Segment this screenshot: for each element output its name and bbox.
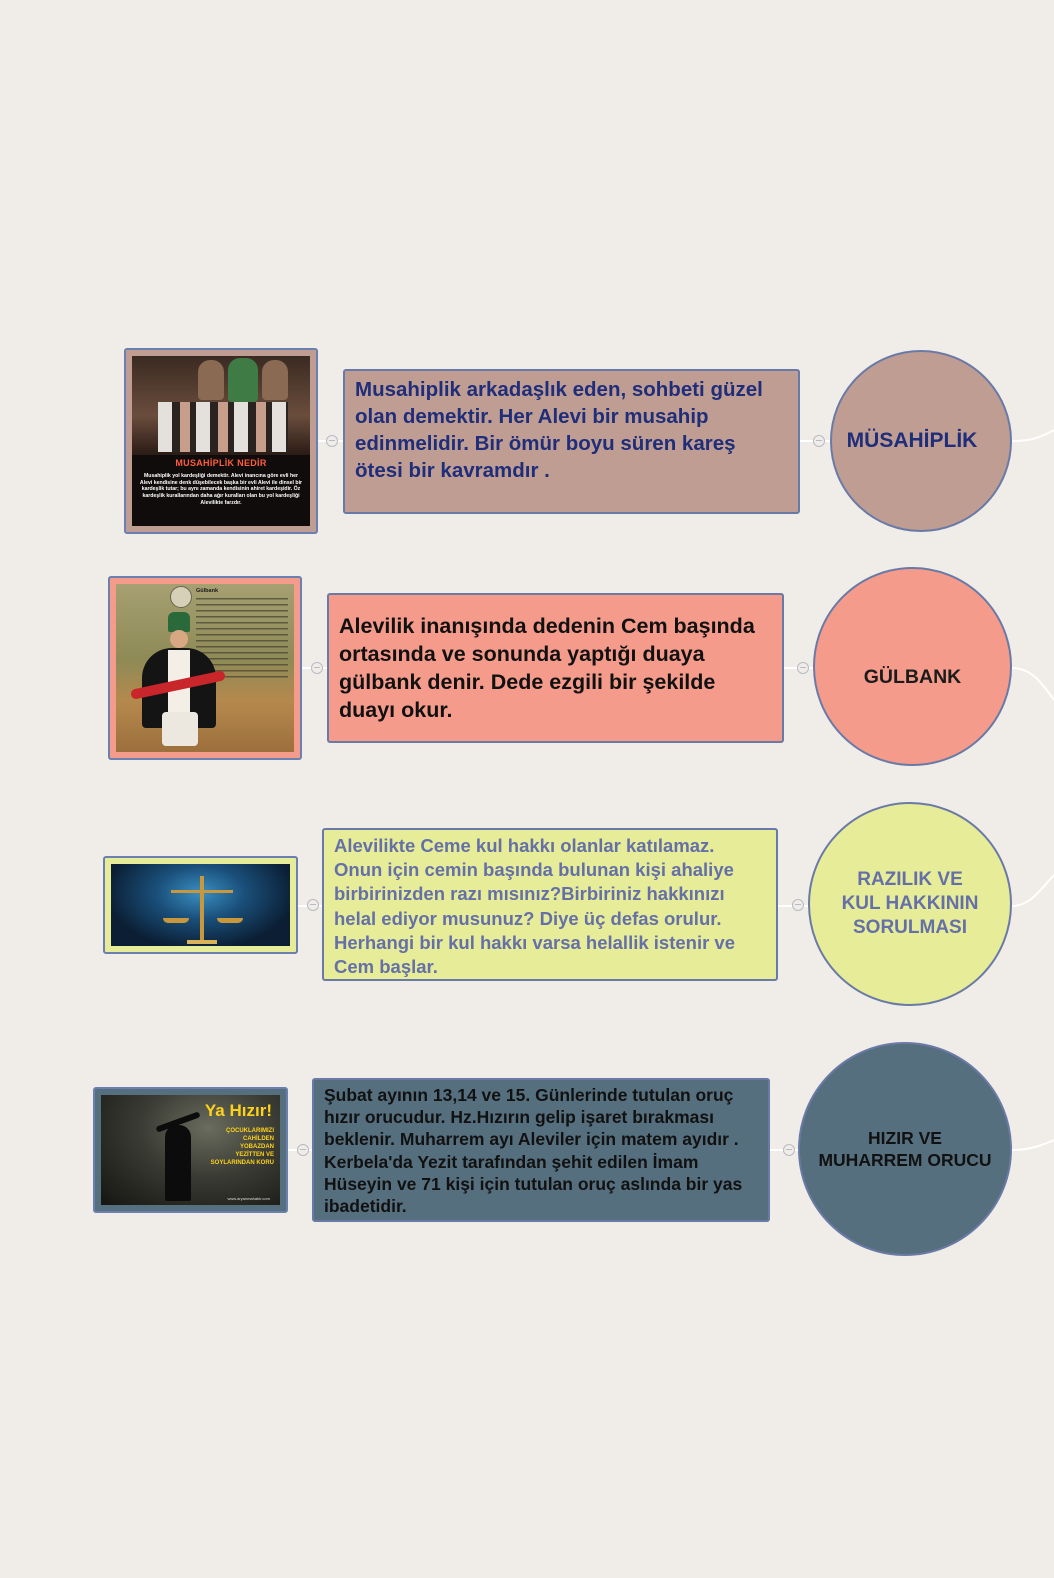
musahiplik-image[interactable] [124, 348, 318, 534]
musahiplik-title-collapse-toggle[interactable] [813, 435, 825, 447]
praying-figure [165, 1125, 191, 1201]
hizir-image-footer: www.aryanmahabir.com [227, 1196, 270, 1201]
razilik-description: Alevilikte Ceme kul hakkı olanlar katılamaz. Onun için cemin başında bulunan kişi ahaliye birbirinizden razı mısınız?Birbiriniz hakkınızı helal ediyor musunuz? Diye üç defas orulur. Herhangi bir kul hakkı varsa helallik istenir ve Cem başlar. [334, 835, 736, 978]
razilik-collapse-toggle[interactable] [307, 899, 319, 911]
hizir-image-caption: ÇOCUKLARIMIZI CAHİLDEN YOBAZDAN YEZİTTEN VE SOYLARINDAN KORU [210, 1128, 274, 1166]
hizir-description-box[interactable] [312, 1078, 770, 1222]
musahiplik-collapse-toggle[interactable] [326, 435, 338, 447]
scale-base [187, 940, 217, 944]
people-figures [158, 402, 288, 452]
portrait-right [262, 360, 288, 400]
gulbank-image-heading: Gülbank [196, 588, 219, 594]
razilik-title-node[interactable] [808, 802, 1012, 1006]
moon-icon [170, 586, 192, 608]
gulbank-description-box[interactable] [327, 593, 784, 743]
dede-head [170, 630, 188, 648]
gulbank-description: Alevilik inanışında dedenin Cem başında ortasında ve sonunda yaptığı duaya gülbank denir. Dede ezgili bir şekilde duayı okur. [339, 614, 755, 722]
dede-trousers [162, 712, 198, 746]
hizir-image[interactable] [93, 1087, 288, 1213]
hizir-image-heading: Ya Hızır! [204, 1101, 272, 1120]
razilik-image[interactable] [103, 856, 298, 954]
portrait-center [228, 358, 258, 402]
musahiplik-title-node[interactable] [830, 350, 1012, 532]
musahiplik-description-box[interactable] [343, 369, 800, 514]
scale-pillar [200, 876, 204, 940]
musahiplik-title: MÜSAHİPLİK [846, 429, 978, 452]
cem-photo [132, 356, 310, 455]
razilik-title: RAZILIK VE KUL HAKKININ SORULMASI [841, 869, 979, 938]
hizir-collapse-toggle[interactable] [297, 1144, 309, 1156]
razilik-title-collapse-toggle[interactable] [792, 899, 804, 911]
gulbank-title-collapse-toggle[interactable] [797, 662, 809, 674]
gulbank-collapse-toggle[interactable] [311, 662, 323, 674]
musahiplik-image-caption: Musahiplik yol kardeşliği demektir. Alevi inancına göre evli her Alevi kendisine denk düşebilecek başka bir evli Alevi ile dinsel bir kardeşlik tutar; bu aynı zamanda kendisinin ahiret kardeşidir. Öz kardeşlik kurallarından daha ağır kuralları olan bu yol kardeşliği Alevilikte farzdır. [139, 473, 303, 506]
hizir-title: HIZIR VE MUHARREM ORUCU [818, 1128, 992, 1170]
gulbank-title: GÜLBANK [863, 666, 962, 688]
musahiplik-image-heading: MUSAHİPLİK NEDİR [175, 458, 267, 468]
portrait-left [198, 360, 224, 400]
scale-pan-left [163, 918, 189, 923]
hizir-title-collapse-toggle[interactable] [783, 1144, 795, 1156]
gulbank-title-node[interactable] [813, 567, 1012, 766]
hizir-title-node[interactable] [798, 1042, 1012, 1256]
dede-hat [168, 612, 190, 632]
musahiplik-description: Musahiplik arkadaşlık eden, sohbeti güzel olan demektir. Her Alevi bir musahip edinmelidir. Bir ömür boyu süren kareş ötesi bir kavramdır . [355, 378, 763, 482]
gulbank-image[interactable] [108, 576, 302, 760]
scale-pan-right [217, 918, 243, 923]
razilik-description-box[interactable] [322, 828, 778, 981]
hizir-description: Şubat ayının 13,14 ve 15. Günlerinde tutulan oruç hızır orucudur. Hz.Hızırın gelip işaret bırakması beklenir. Muharrem ayı Aleviler için matem ayıdır . Kerbela'da Yezit tarafından şehit edilen İmam Hüseyin ve 71 kişi için tutulan oruç aslında bir yas ibadetidir. [324, 1085, 743, 1217]
